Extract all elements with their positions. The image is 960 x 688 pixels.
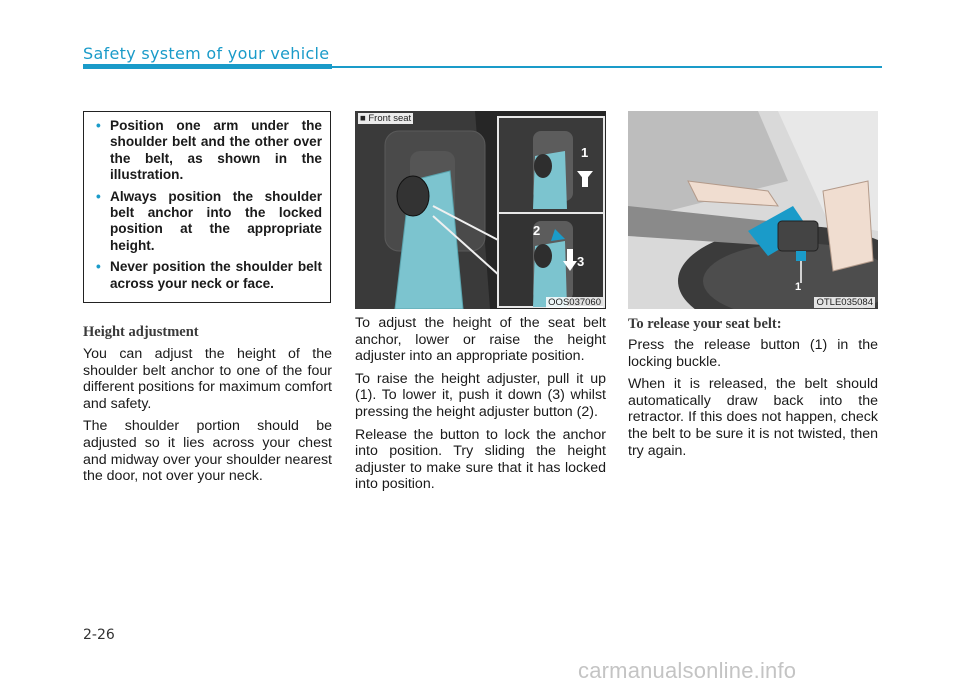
paragraph: The shoulder portion should be adjusted so it lies across your chest and midway over your shoulder nearest the door, not over your neck. bbox=[83, 418, 332, 485]
callout-label: 1 bbox=[795, 281, 802, 293]
right-body bbox=[628, 337, 878, 465]
release-seat-belt-heading: To release your seat belt: bbox=[628, 316, 782, 332]
height-adjustment-heading: Height adjustment bbox=[83, 324, 199, 340]
height-adjuster-figure bbox=[355, 111, 606, 309]
callout-label: 3 bbox=[577, 254, 585, 269]
section-title: Safety system of your vehicle bbox=[83, 44, 330, 63]
callout-label: 2 bbox=[533, 223, 541, 238]
seat-belt-release-illustration bbox=[628, 111, 878, 309]
figure-caption: ■ Front seat bbox=[360, 113, 412, 124]
paragraph: Press the release button (1) in the locking buckle. bbox=[628, 337, 878, 370]
bullet-icon: • bbox=[96, 118, 101, 133]
middle-body bbox=[355, 315, 606, 499]
bullet-icon: • bbox=[96, 188, 101, 204]
warning-item: • Position one arm under the shoulder belt and the other over the belt, as shown in the illustration. bbox=[96, 118, 322, 183]
callout-label: 1 bbox=[581, 145, 589, 160]
seat-belt-release-figure bbox=[628, 111, 878, 309]
figure-code: OOS037060 bbox=[548, 297, 601, 308]
left-body bbox=[83, 346, 332, 491]
paragraph: When it is released, the belt should automatically draw back into the retractor. If this does not happen, check the belt to be sure it is not twisted, then try again. bbox=[628, 376, 878, 459]
paragraph: You can adjust the height of the shoulder belt anchor to one of the four different positions for maximum comfort and safety. bbox=[83, 346, 332, 412]
section-rule-thick bbox=[83, 64, 332, 69]
warning-box bbox=[83, 111, 331, 303]
section-rule-thin bbox=[332, 66, 882, 68]
paragraph: To raise the height adjuster, pull it up (1). To lower it, push it down (3) whilst pressing the height adjuster button (2). bbox=[355, 370, 606, 420]
watermark: carmanualsonline.info bbox=[578, 658, 797, 683]
page-number: 2-26 bbox=[83, 627, 115, 643]
bullet-icon: • bbox=[96, 259, 101, 275]
paragraph: To adjust the height of the seat belt anchor, lower or raise the height adjuster into an appropriate position. bbox=[355, 315, 606, 365]
warning-item: • Always position the shoulder belt anchor into the locked position at the appropriate height. bbox=[96, 188, 322, 253]
warning-item: • Never position the shoulder belt across your neck or face. bbox=[96, 259, 322, 291]
paragraph: Release the button to lock the anchor into position. Try sliding the height adjuster to make sure that it has locked into position. bbox=[355, 426, 606, 493]
height-adjuster-illustration bbox=[355, 111, 606, 309]
figure-code: OTLE035084 bbox=[816, 297, 873, 308]
